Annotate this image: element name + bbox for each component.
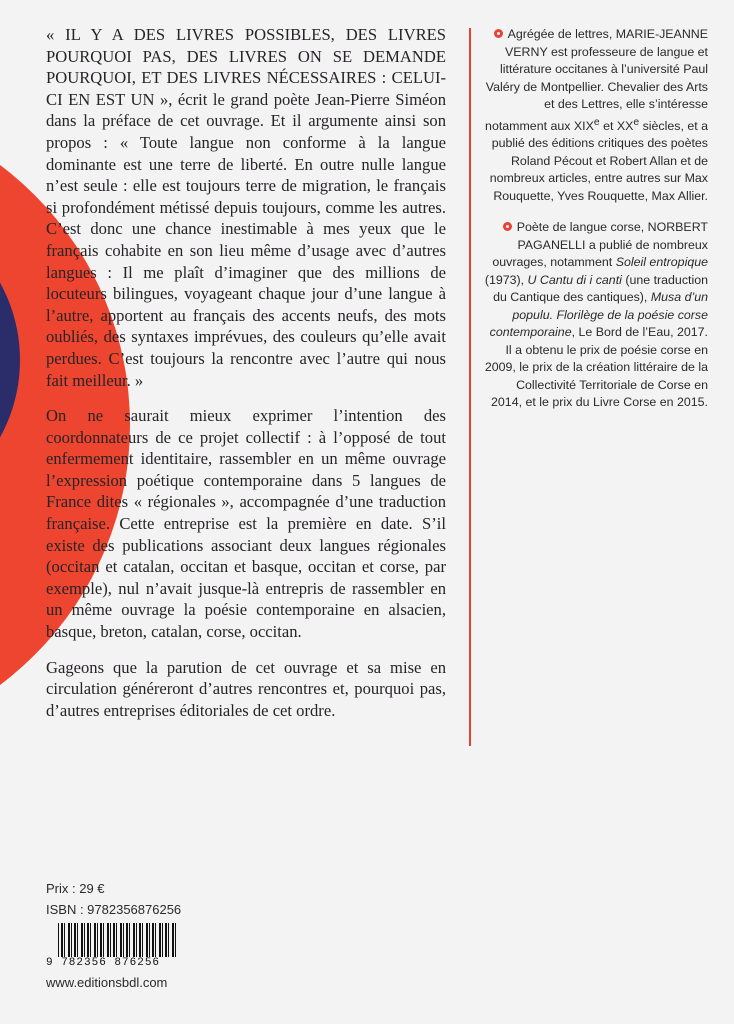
- publisher-website: www.editionsbdl.com: [46, 975, 168, 990]
- bio-verny: Agrégée de lettres, MARIE-JEANNE VERNY est professeure de langue et littérature occitanes à l’université Paul Valéry de Montpellier. Chevalier des Arts et des Lettres, elle s’intéresse notamment aux XIXe et XXe siècles, et a publié des éditions critiques des poètes Roland Pécout et Robert Allan et de nombreux articles, entre autres sur Max Rouquette, Yves Rouquette, Max Allier.: [485, 27, 708, 203]
- bullet-icon: [503, 222, 512, 231]
- isbn: ISBN : 9782356876256: [46, 902, 182, 917]
- paragraph-intention: On ne saurait mieux exprimer l’intention des coordonnateurs de ce projet collectif : à l’opposé de tout enfermement identitaire, rassembler en un même ouvrage l’expression poétique contemporaine dans 5 langues de France dites « régionales », accompagnée d’une traduction française. Cette entreprise est la première en date. S’il existe des publications associant deux langues régionales (occitan et catalan, occitan et basque, occitan et corse, par exemple), nul n’avait jusque-là entrepris de rassembler en un même ouvrage la poésie contemporaine en alsacien, basque, breton, catalan, corse, occitan.: [46, 406, 446, 642]
- barcode: [46, 923, 206, 970]
- author-bios: [482, 26, 708, 426]
- price: Prix : 29 €: [46, 881, 105, 896]
- barcode-bars: [58, 923, 178, 957]
- book-title: Soleil entropique: [615, 255, 708, 270]
- vertical-divider: [469, 28, 471, 746]
- main-blurb: [46, 24, 446, 721]
- opening-quote-caps: « IL Y A DES LIVRES POSSIBLES, DES LIVRES POURQUOI PAS, DES LIVRES ON SE DEMANDE POURQUOI, ET DES LIVRES NÉCESSAIRES : CELUI-CI EN EST UN »: [46, 25, 446, 109]
- pricing-block: [46, 878, 206, 990]
- bio-paganelli: Poète de langue corse, NORBERT PAGANELLI a publié de nombreux ouvrages, notamment Soleil entropique (1973), U Cantu di i canti (une traduction du Cantique des cantiques), Musa d’un populu. Florilège de la poésie corse contemporaine, Le Bord de l’Eau, 2017. Il a obtenu le prix de poésie corse en 2009, le prix de la création littéraire de la Collectivité Territoriale de Corse en 2014, et le prix du Livre Corse en 2015.: [484, 220, 708, 410]
- quote-continuation: , écrit le grand poète Jean-Pierre Siméon dans la préface de cet ouvrage. Et il argumente ainsi son propos : « Toute langue non conforme à la langue dominante est une terre de liberté. En outre nulle langue n’est seule : elle est toujours terre de migration, le français si profondément métissé depuis toujours, comme les autres. C’est donc une chance inestimable à mes yeux que le français cohabite en son lieu même d’usage avec d’autres langues : Il me plaît d’imaginer que des millions de locuteurs bilingues, voyageant chaque jour d’une langue à l’autre, apportent au français des accents neufs, des mots oubliés, des syntaxes imprévues, des couleurs qu’elle avait perdues. C’est toujours la rencontre avec l’autre qui nous fait meilleur. »: [46, 89, 446, 390]
- book-title: Musa d’un populu. Florilège de la poésie corse contemporaine: [489, 290, 708, 340]
- paragraph-quote: [46, 24, 446, 391]
- barcode-digits: 9 782356 876256: [46, 957, 161, 969]
- book-title: U Cantu di i canti: [527, 272, 622, 287]
- bullet-icon: [494, 29, 503, 38]
- paragraph-conclusion: Gageons que la parution de cet ouvrage et sa mise en circulation généreront d’autres rencontres et, pourquoi pas, d’autres entreprises éditoriales de cet ordre.: [46, 657, 446, 720]
